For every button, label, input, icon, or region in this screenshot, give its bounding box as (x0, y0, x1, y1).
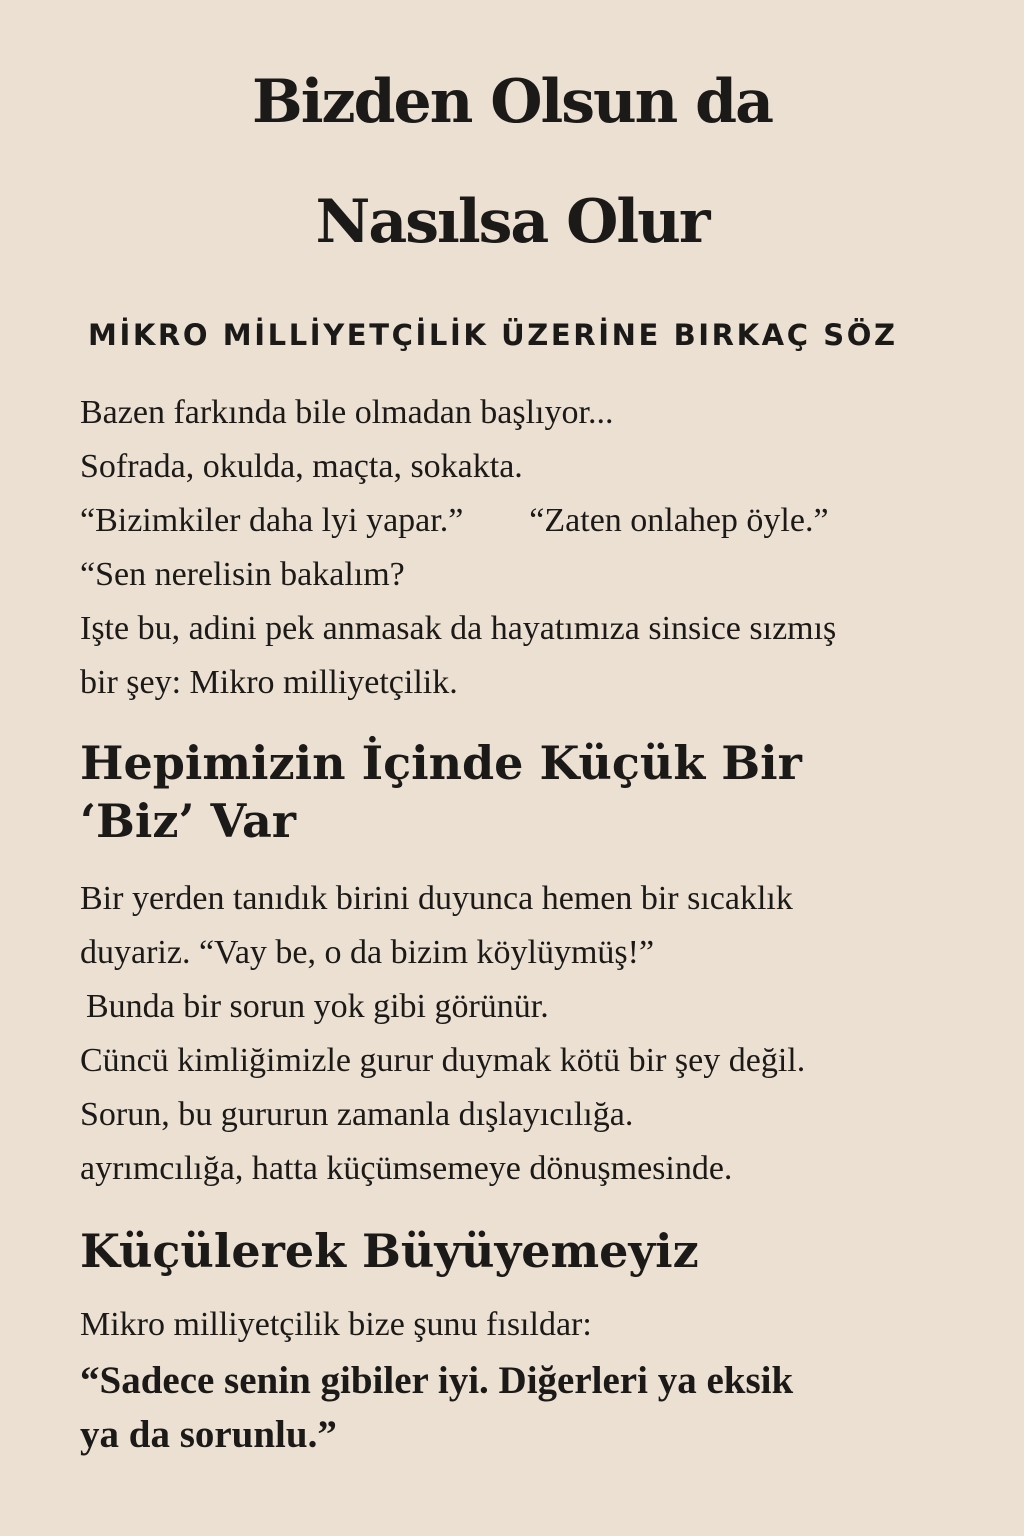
section-2-lead-line: Mikro milliyetçilik bize şunu fısıldar: (80, 1306, 592, 1343)
intro-line-1: Bazen farkında bile olmadan başlıyor... (80, 394, 614, 431)
intro-quotes-line (80, 494, 836, 548)
intro-line-2: Sofrada, okulda, maçta, sokakta. (80, 448, 523, 485)
intro-line-4: “Sen nerelisin bakalım? (80, 556, 405, 593)
section-2-heading-text: Küçülerek Büyüyemeyiz (80, 1224, 699, 1278)
pull-quote (80, 1354, 793, 1462)
section-1-paragraph (80, 872, 805, 1196)
section-1-line: Bir yerden tanıdık birini duyunca hemen bir sıcaklık (80, 880, 793, 917)
intro-quote-b: “Zaten onlahep öyle.” (529, 502, 829, 539)
intro-paragraph (80, 386, 836, 710)
title-line-1: Bizden Olsun da (251, 67, 773, 137)
title-line-2: Nasılsa Olur (315, 187, 709, 257)
section-2-lead (80, 1298, 592, 1352)
section-1-heading-line-2: ‘Biz’ Var (80, 794, 297, 848)
pull-quote-line-1: “Sadece senin gibiler iyi. Diğerleri ya eksik (80, 1359, 794, 1402)
section-1-heading (80, 734, 802, 850)
section-1-line: Bunda bir sorun yok gibi görünür. (86, 988, 549, 1025)
section-2-heading (80, 1222, 699, 1280)
section-1-line: ayrımcılığa, hatta küçümsemeye dönuşmesinde. (80, 1150, 733, 1187)
intro-quote-a: “Bizimkiler daha lyi yapar.” (80, 502, 464, 539)
section-1-line: Cüncü kimliğimizle gurur duymak kötü bir şey değil. (80, 1042, 806, 1079)
intro-line-5: Işte bu, adini pek anmasak da hayatımıza sinsice sızmış (80, 610, 837, 647)
subtitle: MİKRO MİLLİYETÇİLİK ÜZERİNE BIRKAÇ SÖZ (88, 318, 898, 352)
pull-quote-line-2: ya da sorunlu.” (80, 1413, 337, 1456)
intro-line-6: bir şey: Mikro milliyetçilik. (80, 664, 458, 701)
section-1-line: Sorun, bu gururun zamanla dışlayıcılığa. (80, 1096, 634, 1133)
section-1-line: duyariz. “Vay be, o da bizim köylüymüş!” (80, 934, 655, 971)
section-1-heading-line-1: Hepimizin İçinde Küçük Bir (80, 736, 802, 790)
